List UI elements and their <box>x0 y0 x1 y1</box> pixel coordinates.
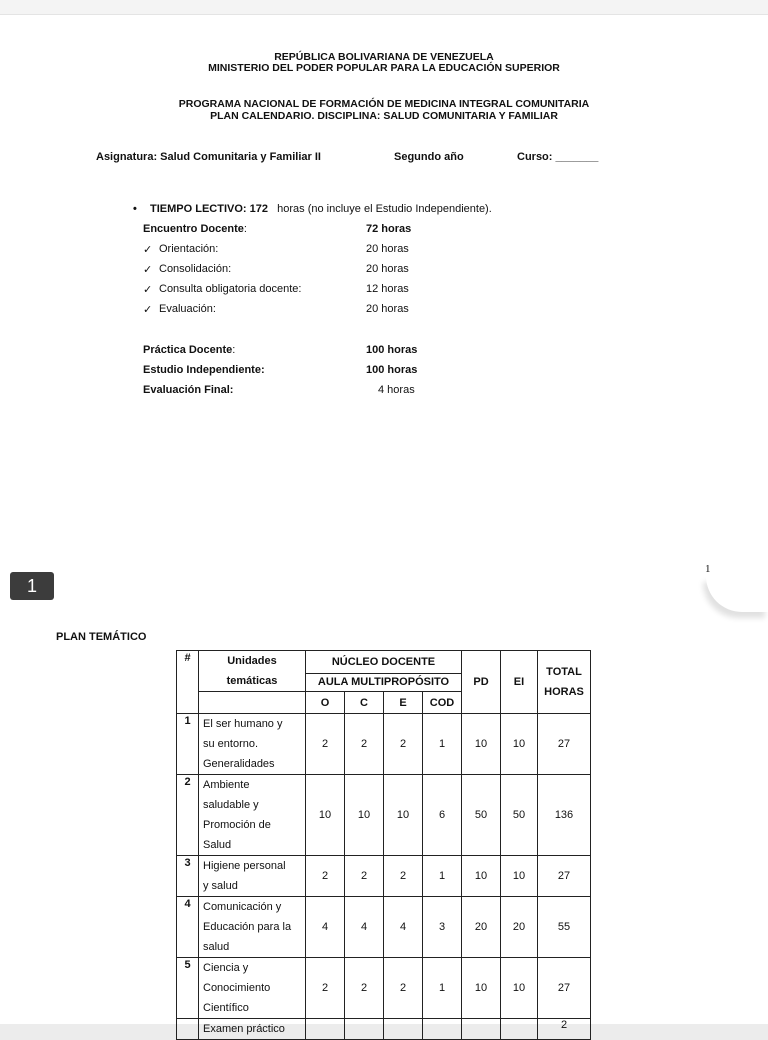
unit-line: salud <box>203 941 230 953</box>
asignatura-label: Asignatura: Salud Comunitaria y Familiar II <box>96 151 321 163</box>
unit-line: Ciencia y <box>203 962 249 974</box>
plan-table <box>176 650 591 1040</box>
practica-value: 100 horas <box>366 344 418 356</box>
cell-o: 2 <box>306 714 345 775</box>
header-pd: PD <box>462 651 501 714</box>
cell-pd: 50 <box>462 775 501 856</box>
practica-colon: : <box>232 344 236 356</box>
header-ministerio: MINISTERIO DEL PODER POPULAR PARA LA EDUCACIÓN SUPERIOR <box>208 62 560 74</box>
tiempo-lectivo-rest: horas (no incluye el Estudio Independiente). <box>277 203 492 215</box>
cell-e: 2 <box>384 856 423 897</box>
cell-o: 4 <box>306 897 345 958</box>
cell-o: 2 <box>306 958 345 1019</box>
viewer-top-bar <box>0 0 768 15</box>
cell-o: 2 <box>306 856 345 897</box>
unit-line: Educación para la <box>203 921 292 933</box>
header-plan-calendario: PLAN CALENDARIO. DISCIPLINA: SALUD COMUNITARIA Y FAMILIAR <box>210 110 558 122</box>
cell-total: 136 <box>538 775 591 856</box>
cell-e <box>384 1019 423 1040</box>
cell-total: 55 <box>538 897 591 958</box>
consulta-label: Consulta obligatoria docente: <box>159 283 302 295</box>
cell-c: 2 <box>345 958 384 1019</box>
header-total-1: TOTAL <box>546 666 582 678</box>
header-unidades <box>199 651 306 692</box>
row-unit <box>199 856 306 897</box>
evaluacion-final-label: Evaluación Final: <box>143 384 234 396</box>
unit-line: y salud <box>203 880 238 892</box>
table-row <box>177 714 591 775</box>
tiempo-lectivo <box>150 203 492 215</box>
header-e: E <box>384 692 423 714</box>
row-unit <box>199 714 306 775</box>
practica-label: Práctica Docente <box>143 344 233 356</box>
estudio-label: Estudio Independiente: <box>143 364 265 376</box>
cell-total: 27 <box>538 856 591 897</box>
header-ei: EI <box>501 651 538 714</box>
consulta-value: 12 horas <box>366 283 409 295</box>
row-number <box>177 1019 199 1040</box>
header-unidades-1: Unidades <box>227 655 277 667</box>
header-programa: PROGRAMA NACIONAL DE FORMACIÓN DE MEDICINA INTEGRAL COMUNITARIA <box>178 98 590 110</box>
cell-pd <box>462 1019 501 1040</box>
cell-cod <box>423 1019 462 1040</box>
orientacion-label: Orientación: <box>159 243 219 255</box>
cell-cod: 3 <box>423 897 462 958</box>
header-republica: REPÚBLICA BOLIVARIANA DE VENEZUELA <box>274 51 494 63</box>
unit-line: El ser humano y <box>203 718 283 730</box>
check-icon: ✓ <box>143 264 153 276</box>
cell-e: 2 <box>384 714 423 775</box>
row-number: 1 <box>177 714 199 775</box>
cell-total: 27 <box>538 714 591 775</box>
unit-line: Comunicación y <box>203 901 282 913</box>
cell-pd: 10 <box>462 714 501 775</box>
cell-c: 2 <box>345 856 384 897</box>
table-row <box>177 958 591 1019</box>
evaluacion-value: 20 horas <box>366 303 409 315</box>
unit-line: Salud <box>203 839 232 851</box>
evaluacion-label: Evaluación: <box>159 303 216 315</box>
unit-line: Ambiente <box>203 779 250 791</box>
check-icon: ✓ <box>143 284 153 296</box>
consolidacion-label: Consolidación: <box>159 263 232 275</box>
cell-pd: 10 <box>462 856 501 897</box>
tiempo-lectivo-label: TIEMPO LECTIVO: 172 <box>150 203 268 215</box>
table-row <box>177 856 591 897</box>
header-total-2: HORAS <box>544 686 584 698</box>
row-number: 3 <box>177 856 199 897</box>
table-row <box>177 775 591 856</box>
year-label: Segundo año <box>394 151 464 163</box>
row-number: 2 <box>177 775 199 856</box>
evaluacion-final-value: 4 horas <box>378 384 415 396</box>
cell-e: 10 <box>384 775 423 856</box>
bullet-icon: • <box>133 203 137 215</box>
consolidacion-value: 20 horas <box>366 263 409 275</box>
cell-cod: 1 <box>423 958 462 1019</box>
encuentro-value: 72 horas <box>366 223 412 235</box>
cell-e: 4 <box>384 897 423 958</box>
cell-c: 10 <box>345 775 384 856</box>
check-icon: ✓ <box>143 304 153 316</box>
cell-o <box>306 1019 345 1040</box>
cell-ei: 10 <box>501 714 538 775</box>
unit-line: Higiene personal <box>203 860 286 872</box>
cell-c <box>345 1019 384 1040</box>
cell-o: 10 <box>306 775 345 856</box>
header-total <box>538 651 591 714</box>
unit-line: Generalidades <box>203 758 275 770</box>
row-number: 4 <box>177 897 199 958</box>
header-num: # <box>177 651 199 714</box>
header-blank <box>199 692 306 714</box>
table-row <box>177 897 591 958</box>
cell-ei: 20 <box>501 897 538 958</box>
encuentro-docente <box>143 223 247 235</box>
unit-line: saludable y <box>203 799 259 811</box>
header-aula: AULA MULTIPROPÓSITO <box>306 673 462 691</box>
unit-line: su entorno. <box>203 738 259 750</box>
check-icon: ✓ <box>143 244 153 256</box>
encuentro-label: Encuentro Docente <box>143 223 244 235</box>
cell-ei <box>501 1019 538 1040</box>
estudio-value: 100 horas <box>366 364 418 376</box>
encuentro-colon: : <box>243 223 247 235</box>
header-c: C <box>345 692 384 714</box>
cell-c: 2 <box>345 714 384 775</box>
row-number: 5 <box>177 958 199 1019</box>
cell-pd: 10 <box>462 958 501 1019</box>
row-unit <box>199 958 306 1019</box>
cell-ei: 10 <box>501 958 538 1019</box>
unit-line: Científico <box>203 1002 249 1014</box>
cell-e: 2 <box>384 958 423 1019</box>
cell-pd: 20 <box>462 897 501 958</box>
unit-line: Conocimiento <box>203 982 271 994</box>
header-unidades-2: temáticas <box>226 675 278 687</box>
cell-cod: 1 <box>423 856 462 897</box>
header-cod: COD <box>423 692 462 714</box>
page-number: 1 <box>705 563 711 575</box>
cell-ei: 10 <box>501 856 538 897</box>
page-badge[interactable]: 1 <box>10 572 54 600</box>
row-unit <box>199 1019 306 1040</box>
row-unit <box>199 897 306 958</box>
plan-tematico-title: PLAN TEMÁTICO <box>56 631 147 643</box>
cell-cod: 6 <box>423 775 462 856</box>
curso-label: Curso: _______ <box>517 151 599 163</box>
cell-total: 2 <box>538 1019 591 1040</box>
header-o: O <box>306 692 345 714</box>
row-unit <box>199 775 306 856</box>
cell-c: 4 <box>345 897 384 958</box>
table-row <box>177 1019 591 1040</box>
practica-docente <box>143 344 235 356</box>
header-nucleo: NÚCLEO DOCENTE <box>306 651 462 674</box>
unit-line: Examen práctico <box>203 1023 285 1035</box>
unit-line: Promoción de <box>203 819 271 831</box>
cell-ei: 50 <box>501 775 538 856</box>
orientacion-value: 20 horas <box>366 243 409 255</box>
cell-cod: 1 <box>423 714 462 775</box>
cell-total: 27 <box>538 958 591 1019</box>
